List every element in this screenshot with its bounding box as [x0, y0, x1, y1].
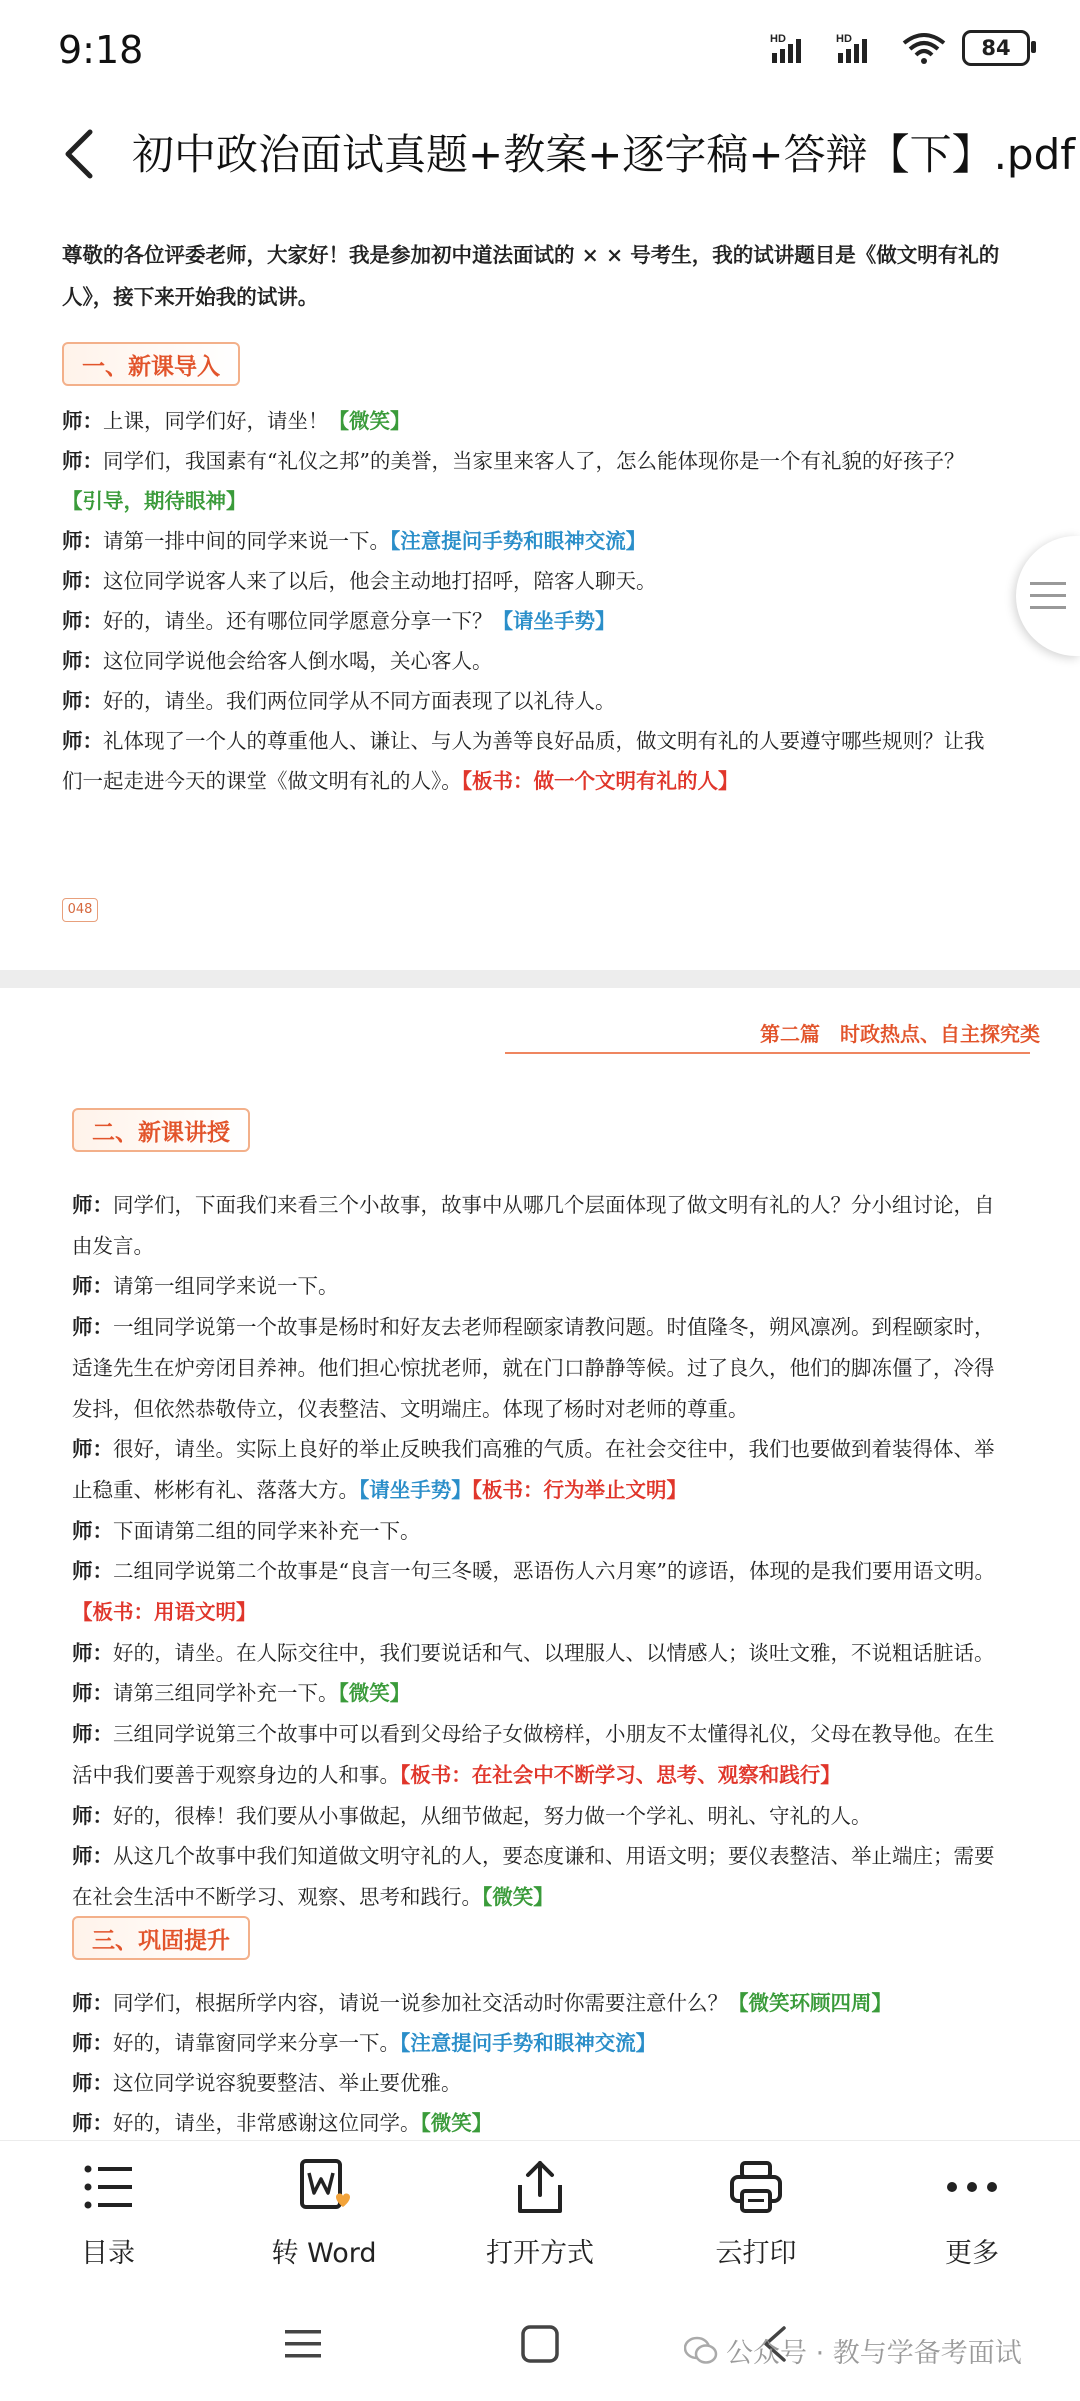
watermark: [684, 2331, 1022, 2370]
line-text: 下面请第二组的同学来补充一下。: [113, 1518, 421, 1543]
page-number: 048: [62, 898, 98, 922]
dialogue-line: [72, 1758, 841, 1788]
dialogue-line: [72, 1514, 421, 1544]
running-header: 第二篇 时政热点、自主探究类: [760, 1022, 1040, 1046]
dialogue-line: [62, 724, 985, 754]
dialogue-line: [62, 564, 657, 594]
line-text: 在社会生活中不断学习、观察、思考和践行。: [72, 1884, 482, 1909]
line-text: 很好，请坐。实际上良好的举止反映我们高雅的气质。在社会交往中，我们也要做到着装得体、举: [113, 1437, 995, 1462]
dialogue-line: [72, 1554, 995, 1584]
page-separator: [0, 970, 1080, 988]
dialogue-line: [62, 524, 646, 554]
speaker-label: 师：: [72, 1437, 113, 1462]
dialogue-line: [62, 484, 247, 514]
toolbar-label: 打开方式: [486, 2238, 594, 2269]
section-heading-3: 三、巩固提升: [72, 1916, 250, 1960]
speaker-label: 师：: [62, 609, 103, 633]
speaker-label: 师：: [72, 1559, 113, 1584]
line-text: 从这几个故事中我们知道做文明守礼的人，要态度谦和、用语文明；要仪表整洁、举止端庄；需要: [113, 1844, 995, 1869]
annotation-tag: 【微笑环顾四周】: [728, 1991, 892, 2015]
dialogue-line: [72, 1392, 749, 1422]
dialogue-line: [72, 2026, 656, 2056]
line-text: 们一起走进今天的课堂《做文明有礼的人》。: [62, 769, 462, 793]
line-text: 止稳重、彬彬有礼、落落大方。: [72, 1477, 359, 1502]
annotation-tag: 【板书：在社会中不断学习、思考、观察和践行】: [400, 1762, 841, 1787]
speaker-label: 师：: [62, 649, 103, 673]
dialogue-line: [72, 2106, 492, 2136]
toolbar-more-button[interactable]: [864, 2141, 1080, 2291]
toolbar-label: 更多: [945, 2238, 999, 2269]
speaker-label: 师：: [62, 449, 103, 473]
dialogue-line: [72, 1799, 872, 1829]
list-icon: [76, 2155, 140, 2219]
line-text: 三组同学说第三个故事中可以看到父母给子女做榜样，小朋友不太懂得礼仪，父母在教导他。在生: [113, 1722, 995, 1747]
line-text: 活中我们要善于观察身边的人和事。: [72, 1762, 400, 1787]
dialogue-line: [72, 1880, 554, 1910]
section-heading-2: 二、新课讲授: [72, 1108, 250, 1152]
line-text: 发抖，但依然恭敬侍立，仪表整洁、文明端庄。体现了杨时对老师的尊重。: [72, 1396, 749, 1421]
speaker-label: 师：: [62, 569, 103, 593]
line-text: 礼体现了一个人的尊重他人、谦让、与人为善等良好品质，做文明有礼的人要遵守哪些规则？让我: [103, 729, 985, 753]
annotation-tag: 【板书：行为举止文明】: [471, 1477, 687, 1502]
section-heading-1: 一、新课导入: [62, 342, 240, 386]
pdf-page-1: [0, 208, 1080, 978]
speaker-label: 师：: [72, 2111, 113, 2135]
speaker-label: 师：: [72, 1315, 113, 1340]
dialogue-line: [72, 1595, 257, 1625]
dialogue-line: [72, 1351, 995, 1381]
speaker-label: 师：: [62, 409, 103, 433]
speaker-label: 师：: [72, 1518, 113, 1543]
annotation-tag: 【板书：用语文明】: [72, 1600, 257, 1624]
dialogue-line: [72, 1229, 154, 1259]
dialogue-line: [72, 1676, 410, 1706]
line-text: 这位同学说客人来了以后，他会主动地打招呼，陪客人聊天。: [103, 569, 657, 593]
annotation-tag: 【微笑】: [420, 2111, 493, 2135]
wifi-icon: [902, 31, 946, 65]
share-icon: [508, 2155, 572, 2219]
line-text: 好的，请靠窗同学来分享一下。: [113, 2031, 400, 2055]
toolbar-cloud-print-button[interactable]: [648, 2141, 864, 2291]
annotation-tag: 【引导，期待眼神】: [62, 489, 247, 513]
annotation-tag: 【板书：做一个文明有礼的人】: [461, 769, 739, 793]
dialogue-line: [72, 1269, 339, 1299]
speaker-label: 师：: [72, 1193, 113, 1217]
pdf-page-2: [0, 988, 1080, 2140]
line-text: 好的，请坐。还有哪位同学愿意分享一下？: [103, 609, 493, 633]
menu-lines-icon: [1028, 578, 1068, 614]
line-text: 上课，同学们好，请坐！: [103, 409, 329, 433]
word-icon: [292, 2155, 356, 2219]
annotation-tag: 【请坐手势】: [359, 1477, 472, 1502]
line-text: 好的，请坐。在人际交往中，我们要说话和气、以理服人、以情感人；谈吐文雅，不说粗话脏话。: [113, 1640, 995, 1665]
speaker-label: 师：: [62, 689, 103, 713]
line-text: 这位同学说容貌要整洁、举止要优雅。: [113, 2071, 462, 2095]
dialogue-line: [72, 1310, 995, 1340]
annotation-tag: 【微笑】: [338, 1681, 411, 1706]
speaker-label: 师：: [72, 1681, 113, 1706]
dialogue-line: [72, 2066, 462, 2096]
toolbar-to-word-button[interactable]: [216, 2141, 432, 2291]
speaker-label: 师：: [72, 1274, 113, 1299]
toolbar-open-with-button[interactable]: [432, 2141, 648, 2291]
dialogue-line: [72, 1986, 892, 2016]
status-time: 9:18: [58, 28, 144, 72]
annotation-tag: 【微笑】: [328, 409, 411, 433]
dialogue-line: [62, 684, 616, 714]
dialogue-line: [72, 1188, 995, 1218]
line-text: 请第一组同学来说一下。: [113, 1274, 339, 1299]
speaker-label: 师：: [72, 1722, 113, 1747]
line-text: 同学们，下面我们来看三个小故事，故事中从哪几个层面体现了做文明有礼的人？分小组讨论，自: [113, 1193, 995, 1217]
dialogue-line: [62, 404, 411, 434]
bottom-toolbar: [0, 2140, 1080, 2291]
recent-apps-icon[interactable]: [283, 2326, 323, 2362]
battery-indicator: 84: [962, 30, 1030, 66]
annotation-tag: 【注意提问手势和眼神交流】: [390, 529, 647, 553]
dialogue-line: [62, 444, 964, 474]
line-text: 同学们，我国素有“礼仪之邦”的美誉，当家里来客人了，怎么能体现你是一个有礼貌的好孩子？: [103, 449, 965, 473]
speaker-label: 师：: [62, 729, 103, 753]
line-text: 适逢先生在炉旁闭目养神。他们担心惊扰老师，就在门口静静等候。过了良久，他们的脚冻僵了，冷得: [72, 1355, 995, 1380]
dialogue-line: [72, 1839, 995, 1869]
toolbar-label: 目录: [81, 2238, 135, 2269]
watermark-text: 公众号 · 教与学备考面试: [726, 2338, 1022, 2369]
speaker-label: 师：: [62, 529, 103, 553]
line-text: 这位同学说他会给客人倒水喝，关心客人。: [103, 649, 493, 673]
dialogue-line: [62, 644, 493, 674]
dialogue-line: [72, 1717, 995, 1747]
speaker-label: 师：: [72, 2031, 113, 2055]
annotation-tag: 【微笑】: [482, 1884, 554, 1909]
line-text: 好的，请坐，非常感谢这位同学。: [113, 2111, 421, 2135]
annotation-tag: 【注意提问手势和眼神交流】: [400, 2031, 657, 2055]
line-text: 一组同学说第一个故事是杨时和好友去老师程颐家请教问题。时值隆冬，朔风凛冽。到程颐家时，: [113, 1315, 995, 1340]
intro-line-2: 人》，接下来开始我的试讲。: [62, 285, 319, 309]
toolbar-label: 云打印: [715, 2238, 797, 2269]
status-bar: [0, 0, 1080, 100]
dialogue-line: [72, 1473, 687, 1503]
svg-text:HD: HD: [770, 33, 786, 45]
speaker-label: 师：: [72, 1640, 113, 1665]
running-header-rule: [505, 1052, 1030, 1054]
more-icon: [940, 2155, 1004, 2219]
line-text: 由发言。: [72, 1233, 154, 1258]
svg-text:HD: HD: [836, 33, 852, 45]
back-arrow-icon[interactable]: [52, 124, 112, 184]
printer-icon: [724, 2155, 788, 2219]
app-header: [0, 100, 1080, 208]
speaker-label: 师：: [72, 2071, 113, 2095]
speaker-label: 师：: [72, 1844, 113, 1869]
line-text: 好的，很棒！我们要从小事做起，从细节做起，努力做一个学礼、明礼、守礼的人。: [113, 1803, 872, 1828]
annotation-tag: 【请坐手势】: [492, 609, 616, 633]
home-icon[interactable]: [520, 2324, 560, 2364]
dialogue-line: [62, 764, 739, 794]
toolbar-label: 转 Word: [271, 2238, 377, 2269]
dialogue-line: [72, 1432, 995, 1462]
intro-line-1: 尊敬的各位评委老师，大家好！我是参加初中道法面试的 × × 号考生，我的试讲题目是《做文明有礼的: [62, 243, 1000, 267]
wechat-icon: [684, 2336, 718, 2366]
speaker-label: 师：: [72, 1991, 113, 2015]
signal-icon: [770, 31, 820, 65]
document-title: 初中政治面试真题+教案+逐字稿+答辩【下】.pdf: [132, 130, 1076, 179]
line-text: 请第三组同学补充一下。: [113, 1681, 339, 1706]
dialogue-line: [72, 1636, 995, 1666]
speaker-label: 师：: [72, 1803, 113, 1828]
line-text: 好的，请坐。我们两位同学从不同方面表现了以礼待人。: [103, 689, 616, 713]
line-text: 同学们，根据所学内容，请说一说参加社交活动时你需要注意什么？: [113, 1991, 728, 2015]
signal-icon-2: [836, 31, 886, 65]
line-text: 请第一排中间的同学来说一下。: [103, 529, 390, 553]
toolbar-catalog-button[interactable]: [0, 2141, 216, 2291]
dialogue-line: [62, 604, 616, 634]
line-text: 二组同学说第二个故事是“良言一句三冬暖，恶语伤人六月寒”的谚语，体现的是我们要用语文明。: [113, 1559, 995, 1584]
status-icons: [770, 30, 1030, 66]
